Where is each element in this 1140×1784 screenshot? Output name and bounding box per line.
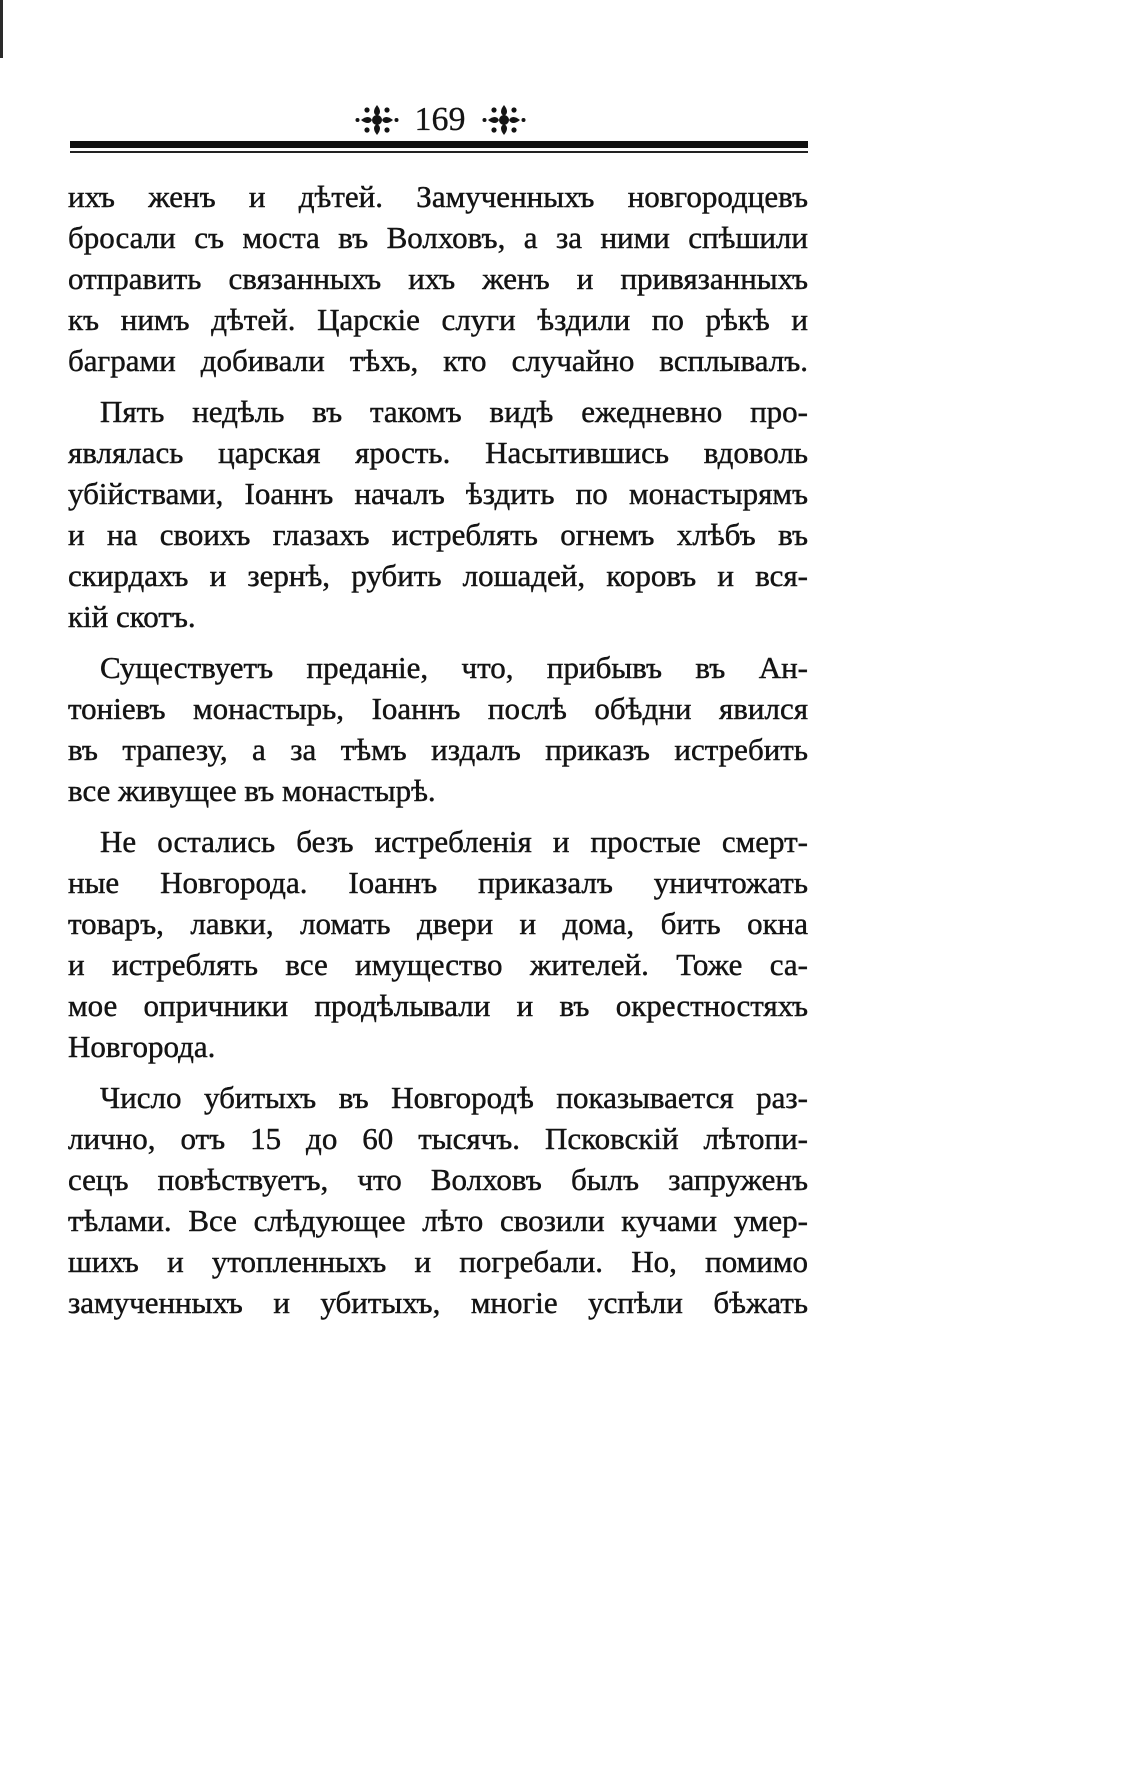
text-line: являлась царская ярость. Насытившись вдоволь — [68, 435, 808, 470]
text-line: Существуетъ преданіе, что, прибывъ въ Ан- — [100, 650, 808, 685]
text-line: тѣлами. Все слѣдующее лѣто свозили кучами умер- — [68, 1203, 808, 1238]
text-line: ные Новгорода. Іоаннъ приказалъ уничтожать — [68, 865, 808, 900]
text-line: все живущее въ монастырѣ. — [68, 773, 436, 808]
text-line: къ нимъ дѣтей. Царскіе слуги ѣздили по рѣкѣ и — [68, 302, 808, 337]
body-text — [68, 176, 808, 1323]
text-line: Пять недѣль въ такомъ видѣ ежедневно про- — [100, 394, 808, 429]
text-line: товаръ, лавки, ломать двери и дома, бить окна — [68, 906, 808, 941]
header-rule-thick — [70, 141, 808, 148]
text-line: шихъ и утопленныхъ и погребали. Но, помимо — [68, 1244, 808, 1279]
page-number: 169 — [414, 101, 466, 138]
text-line: Новгорода. — [68, 1029, 216, 1064]
text-line: замученныхъ и убитыхъ, многіе успѣли бѣжать — [68, 1285, 808, 1320]
text-line: мое опричники продѣлывали и въ окрестностяхъ — [68, 988, 808, 1023]
header-rule-thin — [70, 151, 808, 153]
text-line: Не остались безъ истребленія и простые смерт- — [100, 824, 808, 859]
text-line: отправить связанныхъ ихъ женъ и привязанныхъ — [68, 261, 808, 296]
text-line: скирдахъ и зернѣ, рубить лошадей, коровъ и вся- — [68, 558, 808, 593]
text-line: ихъ женъ и дѣтей. Замученныхъ новгородцевъ — [68, 179, 808, 214]
text-line: и истреблять все имущество жителей. Тоже са- — [68, 947, 808, 982]
text-line: Число убитыхъ въ Новгородѣ показывается раз- — [100, 1080, 808, 1115]
fleuron-icon — [482, 103, 526, 137]
text-line: сецъ повѣствуетъ, что Волховъ былъ запруженъ — [68, 1162, 808, 1197]
text-line: убійствами, Іоаннъ началъ ѣздить по монастырямъ — [68, 476, 808, 511]
text-line: тоніевъ монастырь, Іоаннъ послѣ обѣдни явился — [68, 691, 808, 726]
text-line: лично, отъ 15 до 60 тысячъ. Псковскій лѣтопи- — [68, 1121, 808, 1156]
paragraph-1 — [68, 176, 808, 381]
text-line: кій скотъ. — [68, 599, 196, 634]
text-line: въ трапезу, а за тѣмъ издалъ приказъ истребить — [68, 732, 808, 767]
paragraph-5 — [68, 1077, 808, 1323]
scan-page-edge — [0, 0, 3, 58]
paragraph-4 — [68, 821, 808, 1067]
paragraph-2 — [68, 391, 808, 637]
paragraph-3 — [68, 647, 808, 811]
fleuron-icon — [355, 103, 399, 137]
page-header — [0, 96, 880, 144]
text-line: баграми добивали тѣхъ, кто случайно всплывалъ. — [68, 343, 808, 378]
text-line: и на своихъ глазахъ истреблять огнемъ хлѣбъ въ — [68, 517, 808, 552]
text-line: бросали съ моста въ Волховъ, а за ними спѣшили — [68, 220, 808, 255]
